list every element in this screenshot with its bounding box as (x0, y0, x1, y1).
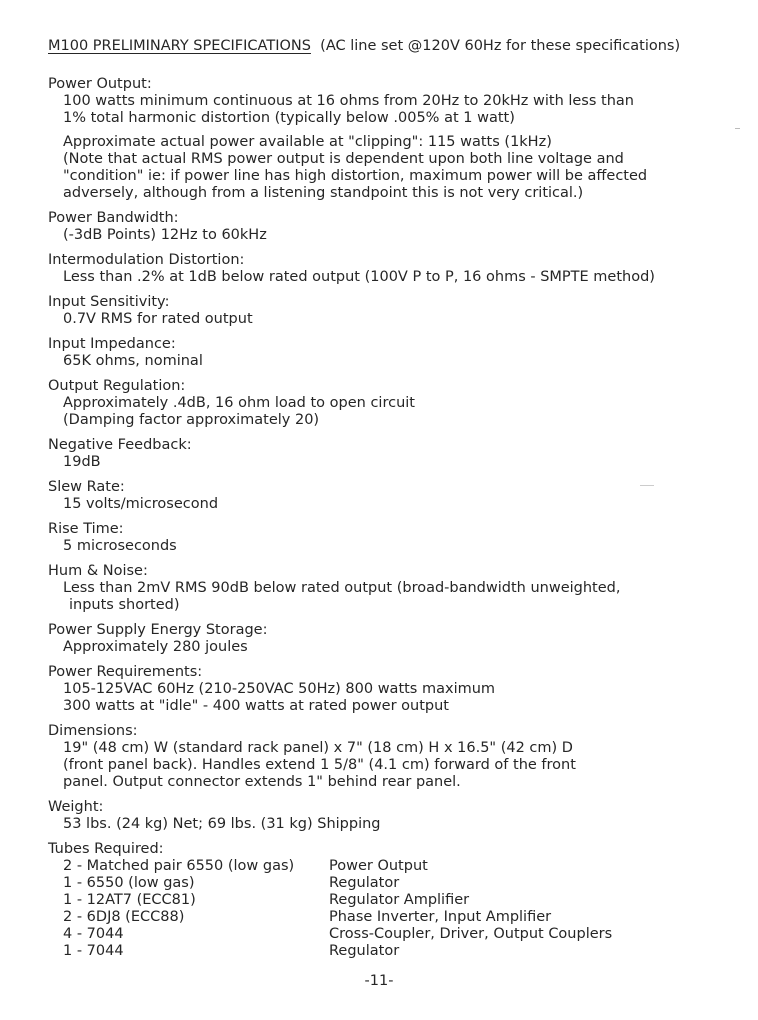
tube-use: Regulator (329, 875, 400, 891)
section-title: Power Supply Energy Storage: (48, 622, 268, 638)
section-title: Intermodulation Distortion: (48, 252, 245, 268)
section-title: Input Sensitivity: (48, 294, 170, 310)
section-power-output (48, 75, 738, 202)
tube-spec: 2 - Matched pair 6550 (low gas) (63, 858, 295, 874)
section-title: Power Requirements: (48, 664, 203, 680)
tube-spec: 2 - 6DJ8 (ECC88) (63, 909, 185, 925)
section-slew-rate (48, 478, 738, 513)
tube-table (48, 858, 738, 984)
section-weight (48, 798, 738, 833)
section-title: Input Impedance: (48, 336, 176, 352)
page-number: -11- (364, 973, 394, 989)
section-title: Negative Feedback: (48, 437, 192, 453)
section-input-sensitivity (48, 293, 738, 328)
spec-line: 1% total harmonic distortion (typically below .005% at 1 watt) (63, 110, 515, 126)
tube-spec: 1 - 7044 (63, 943, 124, 959)
table-row (48, 926, 738, 943)
tube-use: Power Output (329, 858, 428, 874)
spec-line: Less than .2% at 1dB below rated output (100V P to P, 16 ohms - SMPTE method) (63, 269, 655, 285)
spec-line: 19dB (63, 454, 101, 470)
section-dimensions (48, 722, 738, 791)
section-negative-feedback (48, 436, 738, 471)
section-rise-time (48, 520, 738, 555)
table-row (48, 858, 738, 875)
spec-line: Approximately .4dB, 16 ohm load to open circuit (63, 395, 415, 411)
spec-line: (Note that actual RMS power output is dependent upon both line voltage and (63, 151, 624, 167)
section-power-bandwidth (48, 209, 738, 244)
spec-line: adversely, although from a listening standpoint this is not very critical.) (63, 185, 584, 201)
spec-line: 19" (48 cm) W (standard rack panel) x 7" (18 cm) H x 16.5" (42 cm) D (63, 740, 573, 756)
section-title: Tubes Required: (48, 841, 164, 857)
section-title: Power Bandwidth: (48, 210, 179, 226)
section-title: Output Regulation: (48, 378, 186, 394)
spec-line: Less than 2mV RMS 90dB below rated output (broad-bandwidth unweighted, (63, 580, 621, 596)
page-header (48, 38, 680, 54)
spec-line: panel. Output connector extends 1" behind rear panel. (63, 774, 461, 790)
tube-spec: 1 - 12AT7 (ECC81) (63, 892, 196, 908)
tube-use: Phase Inverter, Input Amplifier (329, 909, 552, 925)
scan-mark (735, 128, 740, 129)
spec-line: inputs shorted) (69, 597, 180, 613)
spec-line: 105-125VAC 60Hz (210-250VAC 50Hz) 800 watts maximum (63, 681, 496, 697)
section-tubes (48, 840, 738, 984)
spec-sections (48, 75, 738, 991)
spec-line: 0.7V RMS for rated output (63, 311, 253, 327)
section-title: Rise Time: (48, 521, 124, 537)
spec-line: 5 microseconds (63, 538, 177, 554)
section-output-regulation (48, 377, 738, 429)
spec-line: (front panel back). Handles extend 1 5/8" (4.1 cm) forward of the front (63, 757, 576, 773)
section-title: Power Output: (48, 76, 152, 92)
table-row (48, 909, 738, 926)
section-intermodulation (48, 251, 738, 286)
section-title: Weight: (48, 799, 104, 815)
tube-use: Cross-Coupler, Driver, Output Couplers (329, 926, 613, 942)
section-input-impedance (48, 335, 738, 370)
section-energy-storage (48, 621, 738, 656)
spec-line: 100 watts minimum continuous at 16 ohms from 20Hz to 20kHz with less than (63, 93, 634, 109)
table-row (48, 943, 738, 960)
table-row (48, 875, 738, 892)
page-title: M100 PRELIMINARY SPECIFICATIONS (48, 38, 311, 54)
spec-line: 15 volts/microsecond (63, 496, 219, 512)
spec-line: 65K ohms, nominal (63, 353, 203, 369)
tube-use: Regulator (329, 943, 400, 959)
spec-line: 300 watts at "idle" - 400 watts at rated power output (63, 698, 449, 714)
spec-line: Approximate actual power available at "clipping": 115 watts (1kHz) (63, 134, 552, 150)
tube-spec: 1 - 6550 (low gas) (63, 875, 195, 891)
tube-use: Regulator Amplifier (329, 892, 470, 908)
section-hum-noise (48, 562, 738, 614)
spec-line: 53 lbs. (24 kg) Net; 69 lbs. (31 kg) Shipping (63, 816, 381, 832)
spec-line: Approximately 280 joules (63, 639, 248, 655)
scan-mark (640, 485, 654, 486)
header-note: (AC line set @120V 60Hz for these specifications) (320, 38, 681, 54)
spec-line: (-3dB Points) 12Hz to 60kHz (63, 227, 267, 243)
spec-line: (Damping factor approximately 20) (63, 412, 320, 428)
clipping-note (48, 134, 738, 202)
section-power-requirements (48, 663, 738, 715)
tube-spec: 4 - 7044 (63, 926, 124, 942)
table-row (48, 892, 738, 909)
section-title: Dimensions: (48, 723, 138, 739)
spec-line: "condition" ie: if power line has high distortion, maximum power will be affected (63, 168, 648, 184)
section-title: Hum & Noise: (48, 563, 148, 579)
section-title: Slew Rate: (48, 479, 125, 495)
